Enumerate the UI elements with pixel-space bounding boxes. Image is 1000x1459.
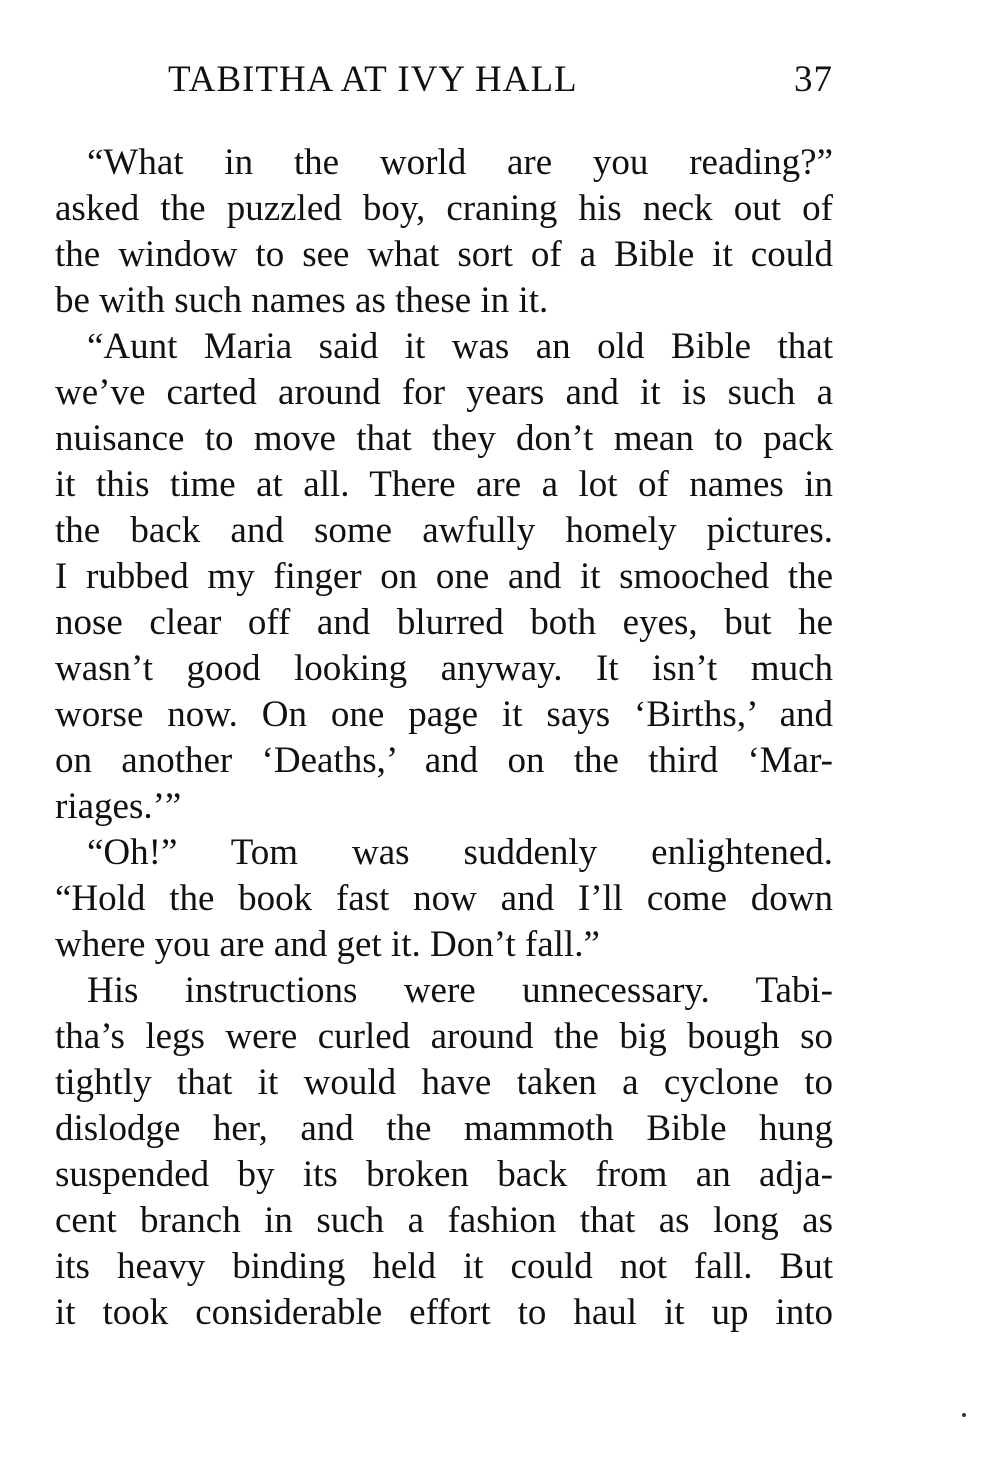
text-line: “Aunt Maria said it was an old Bible that — [87, 326, 833, 367]
text-line: dislodge her, and the mammoth Bible hung — [55, 1108, 833, 1149]
text-line: wasn’t good looking anyway. It isn’t much — [55, 648, 833, 689]
running-head-title: TABITHA AT IVY HALL — [168, 59, 578, 100]
text-line: where you are and get it. Don’t fall.” — [55, 924, 600, 965]
text-line: His instructions were unnecessary. Tabi- — [87, 970, 833, 1011]
text-line: riages.’” — [55, 786, 182, 827]
text-line: on another ‘Deaths,’ and on the third ‘Mar- — [55, 740, 833, 781]
text-line: tha’s legs were curled around the big bough so — [55, 1016, 833, 1057]
running-head — [168, 58, 833, 102]
text-line: suspended by its broken back from an adja- — [55, 1154, 833, 1195]
page-number: 37 — [794, 59, 833, 100]
text-line: worse now. On one page it says ‘Births,’ and — [55, 694, 833, 735]
text-line: the window to see what sort of a Bible it could — [55, 234, 833, 275]
text-line: we’ve carted around for years and it is such a — [55, 372, 833, 413]
text-line: it took considerable effort to haul it up into — [55, 1292, 833, 1333]
body-text — [55, 140, 833, 1336]
text-line: “Oh!” Tom was suddenly enlightened. — [87, 832, 833, 873]
text-line: nose clear off and blurred both eyes, but he — [55, 602, 833, 643]
text-line: I rubbed my finger on one and it smooched the — [55, 556, 833, 597]
scan-speck — [962, 1413, 966, 1417]
text-line: it this time at all. There are a lot of names in — [55, 464, 833, 505]
text-line: “Hold the book fast now and I’ll come down — [55, 878, 833, 919]
text-line: the back and some awfully homely pictures. — [55, 510, 833, 551]
text-line: “What in the world are you reading?” — [87, 142, 833, 183]
text-line: nuisance to move that they don’t mean to pack — [55, 418, 833, 459]
text-line: its heavy binding held it could not fall. But — [55, 1246, 833, 1287]
text-line: tightly that it would have taken a cyclone to — [55, 1062, 833, 1103]
text-line: cent branch in such a fashion that as long as — [55, 1200, 833, 1241]
text-line: asked the puzzled boy, craning his neck out of — [55, 188, 833, 229]
text-line: be with such names as these in it. — [55, 280, 549, 321]
